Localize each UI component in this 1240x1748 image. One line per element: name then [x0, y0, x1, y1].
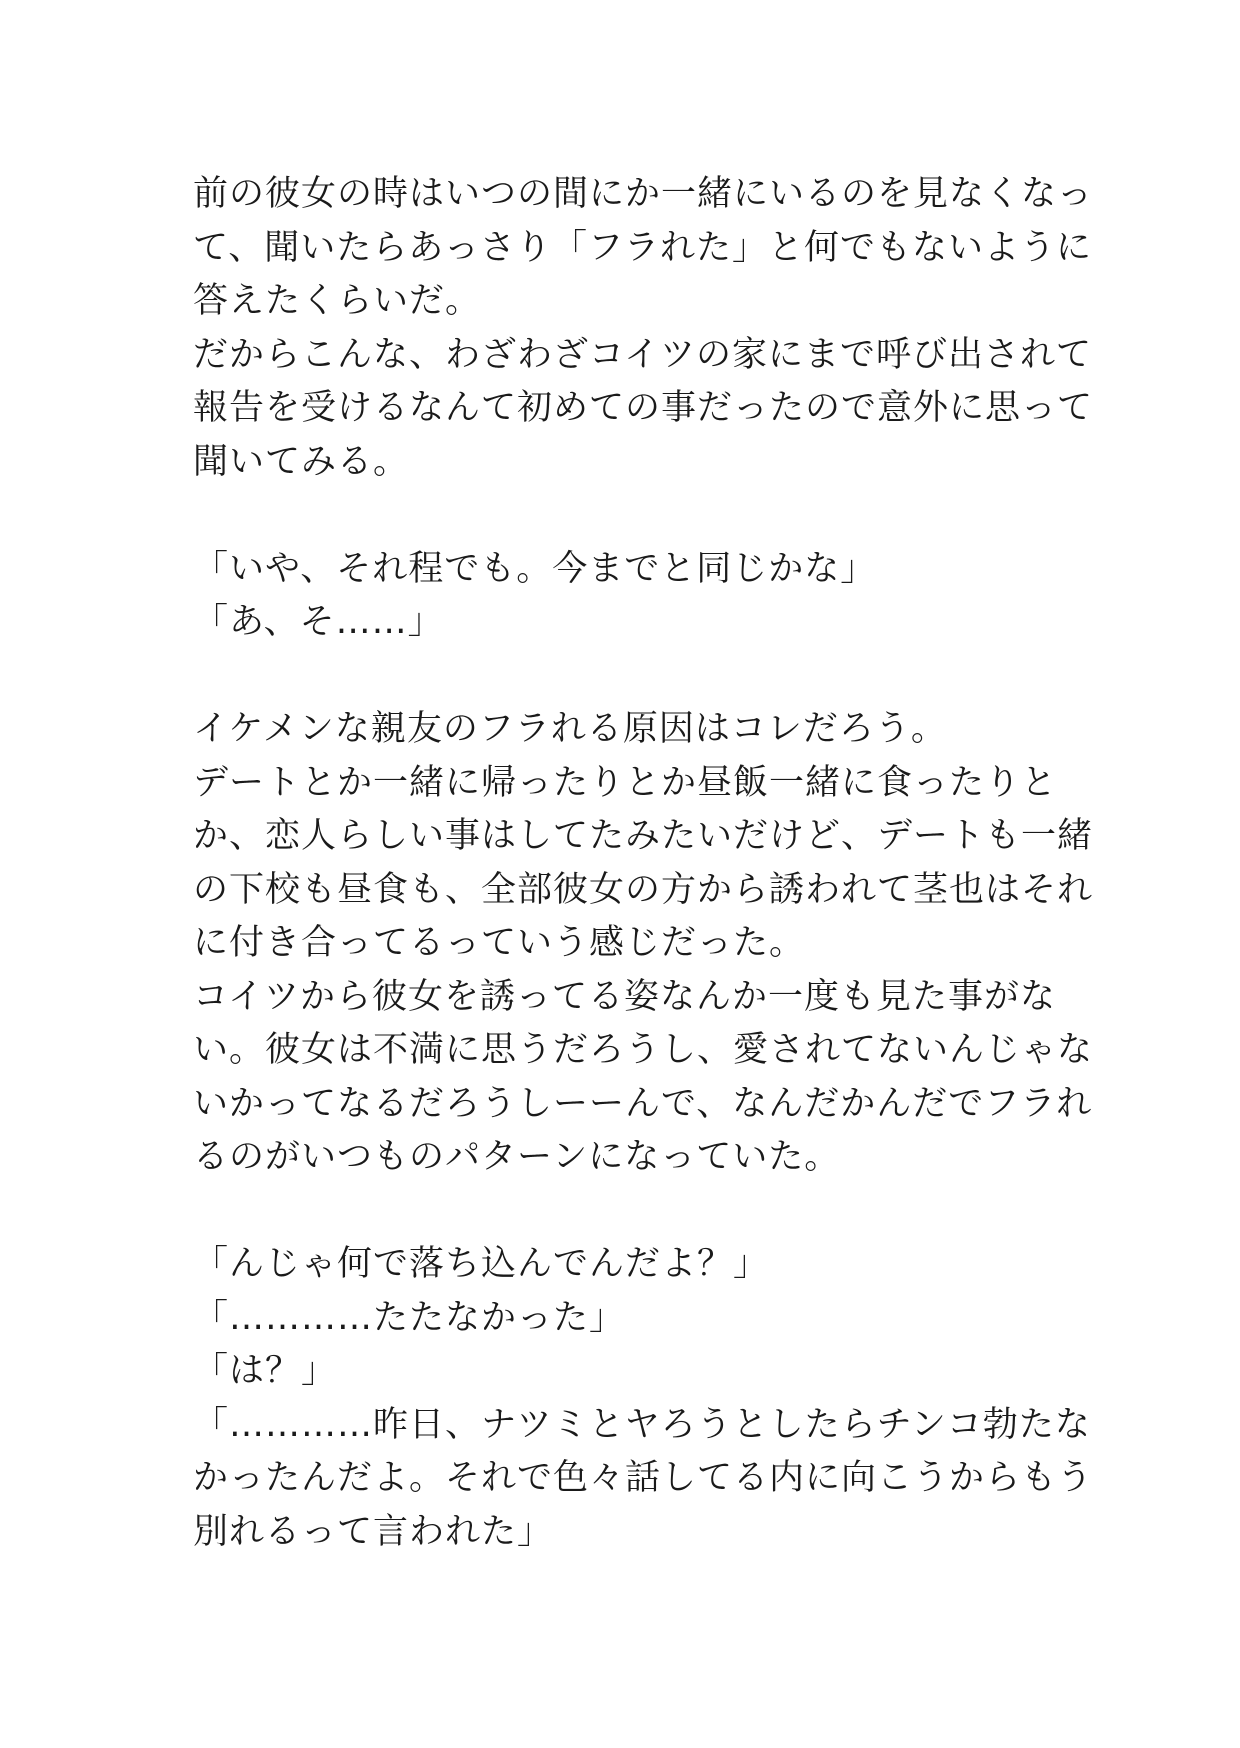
- text-line: 答えたくらいだ。: [193, 281, 482, 321]
- text-line: か、恋人らしい事はしてたみたいだけど、デートも一緒: [193, 816, 1094, 856]
- paragraph-gap: [193, 650, 1073, 704]
- text-line: るのがいつものパターンになっていた。: [193, 1137, 841, 1177]
- text-line: デートとか一緒に帰ったりとか昼飯一緒に食ったりと: [193, 762, 1058, 803]
- dialogue-line: 「…………たたなかった」: [193, 1297, 626, 1338]
- text-line: コイツから彼女を誘ってる姿なんか一度も見た事がな: [193, 976, 1056, 1017]
- text-line: いかってなるだろうしーーんで、なんだかんだでフラれ: [193, 1083, 1093, 1124]
- text-line: 前の彼女の時はいつの間にか一緒にいるのを見なくなっ: [193, 174, 1094, 214]
- paragraph-gap: [193, 1185, 1073, 1239]
- text-line: の下校も昼食も、全部彼女の方から誘われて茎也はそれ: [193, 869, 1094, 910]
- text-line: て、聞いたらあっさり「フラれた」と何でもないように: [193, 227, 1092, 268]
- paragraph-gap: [193, 489, 1073, 543]
- dialogue-line: 「んじゃ何で落ち込んでんだよ？」: [193, 1244, 770, 1284]
- text-line: に付き合ってるっていう感じだった。: [193, 923, 806, 963]
- dialogue-line: 「いや、それ程でも。今までと同じかな」: [193, 548, 877, 589]
- text-line: 報告を受けるなんて初めての事だったので意外に思って: [193, 388, 1094, 428]
- dialogue-line: 別れるって言われた」: [193, 1511, 554, 1552]
- dialogue-line: かったんだよ。それで色々話してる内に向こうからもう: [193, 1458, 1094, 1498]
- text-line: だからこんな、わざわざコイツの家にまで呼び出されて: [193, 334, 1092, 375]
- text-line: イケメンな親友のフラれる原因はコレだろう。: [193, 709, 947, 749]
- dialogue-line: 「あ、そ……」: [193, 602, 444, 642]
- body-text: [193, 168, 1094, 1559]
- text-line: い。彼女は不満に思うだろうし、愛されてないんじゃな: [193, 1030, 1094, 1070]
- text-line: 聞いてみる。: [193, 441, 410, 482]
- dialogue-line: 「は？」: [193, 1351, 338, 1391]
- dialogue-line: 「…………昨日、ナツミとヤろうとしたらチンコ勃たな: [193, 1404, 1091, 1445]
